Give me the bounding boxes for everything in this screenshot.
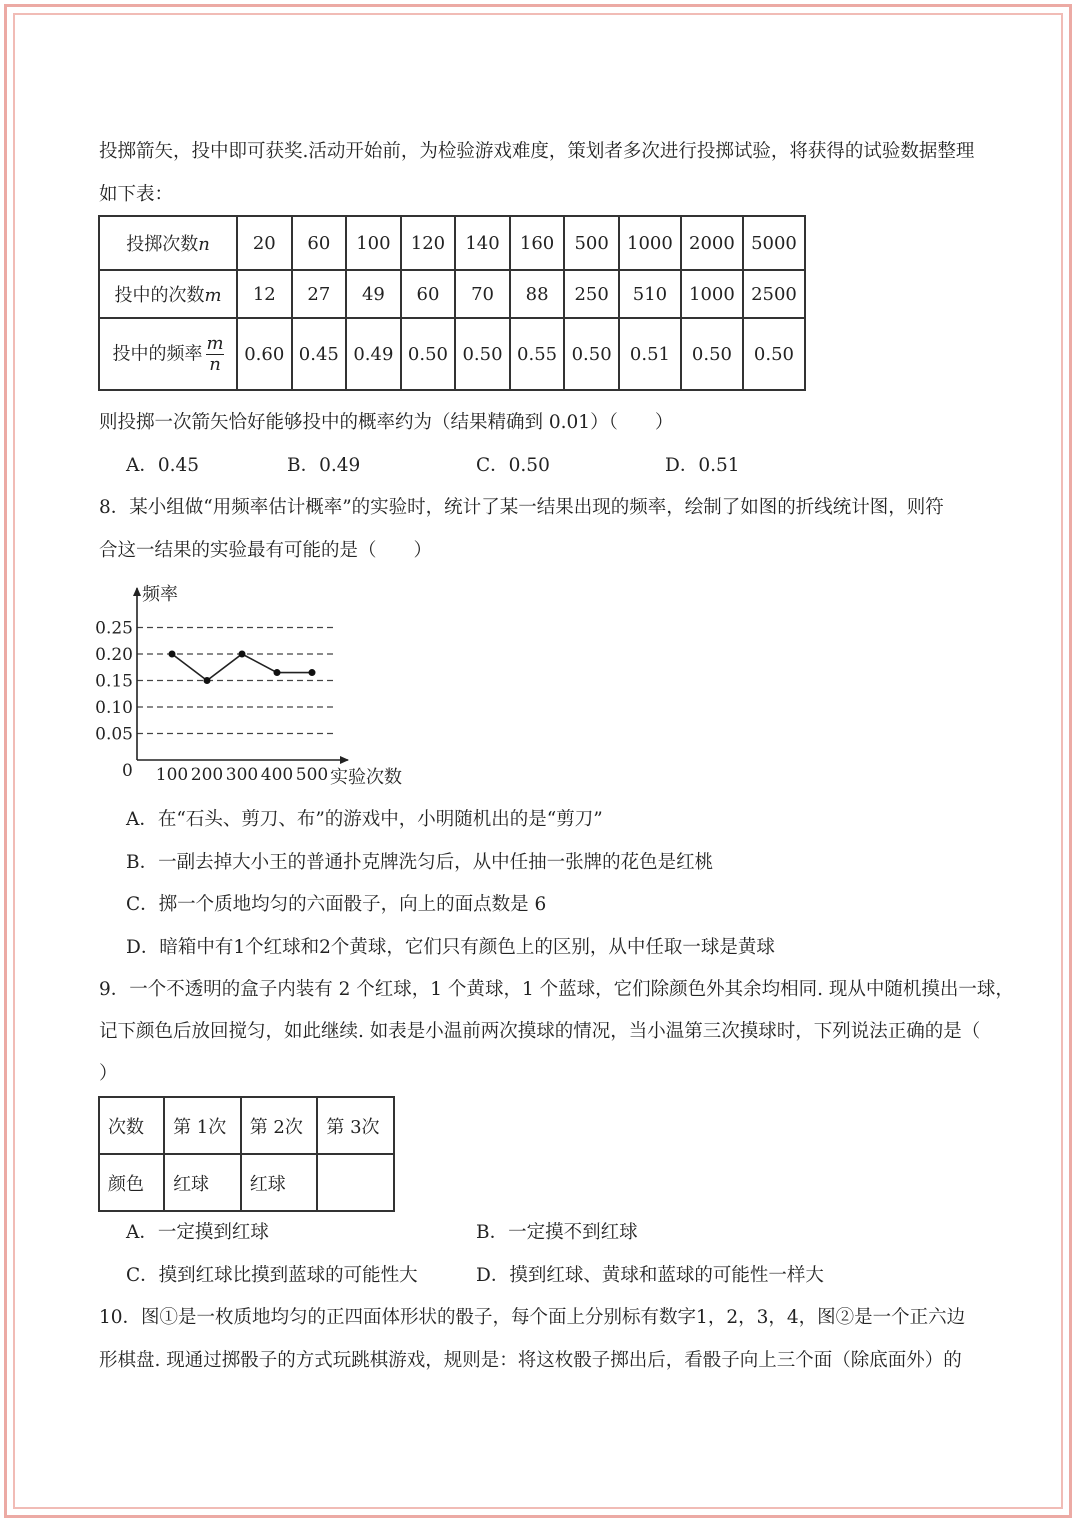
table-cell: 0.60 (237, 318, 292, 390)
table-cell: 27 (292, 270, 347, 318)
q8-option-a: A．在“石头、剪刀、布”的游戏中，小明随机出的是“剪刀” (126, 809, 603, 830)
data-point (309, 669, 316, 676)
y-tick-label: 0.05 (95, 724, 133, 745)
data-point (274, 669, 281, 676)
q9-option-d: D．摸到红球、黄球和蓝球的可能性一样大 (476, 1265, 824, 1286)
table-cell: 140 (455, 216, 510, 270)
q7-option-b: B．0.49 (287, 455, 361, 476)
table-cell: 1000 (681, 270, 743, 318)
x-tick-label: 100 (155, 765, 189, 785)
q7-question: 则投掷一次箭矢恰好能够投中的概率约为（结果精确到 0.01）（ ） (99, 412, 674, 433)
table-cell: 红球 (164, 1154, 241, 1211)
x-tick-label: 300 (225, 765, 259, 785)
q8-option-b: B．一副去掉大小王的普通扑克牌洗匀后，从中任抽一张牌的花色是红桃 (126, 852, 714, 873)
y-tick-label: 0.20 (95, 645, 133, 665)
y-axis-label: 频率 (142, 584, 178, 605)
q8-stem-line2: 合这一结果的实验最有可能的是（ ） (99, 540, 433, 561)
q8-option-c: C．掷一个质地均匀的六面骰子，向上的面点数是 6 (126, 894, 547, 915)
q9-stem-line3: ） (99, 1063, 118, 1084)
data-point (239, 651, 246, 658)
table-cell: 0.45 (292, 318, 347, 390)
q7-row-hits-label: 投中的次数m (99, 270, 237, 318)
q9-option-b: B．一定摸不到红球 (476, 1222, 638, 1243)
table-cell: 红球 (241, 1154, 318, 1211)
table-cell: 20 (237, 216, 292, 270)
table-cell: 49 (346, 270, 401, 318)
table-cell: 12 (237, 270, 292, 318)
table-cell: 0.50 (743, 318, 805, 390)
q9-stem-line1: 9．一个不透明的盒子内装有 2 个红球，1 个黄球，1 个蓝球，它们除颜色外其余均相同. 现从中随机摸出一球， (99, 979, 1014, 1000)
q7-row-frequency (99, 318, 805, 390)
q7-row-throws (99, 216, 805, 270)
q9-stem-line2: 记下颜色后放回搅匀，如此继续. 如表是小温前两次摸球的情况，当小温第三次摸球时，下列说法正确的是（ (99, 1021, 981, 1042)
table-cell: 0.55 (510, 318, 565, 390)
q8-option-d: D．暗箱中有1个红球和2个黄球，它们只有颜色上的区别，从中任取一球是黄球 (126, 937, 775, 958)
table-cell: 250 (564, 270, 619, 318)
q9-option-a: A．一定摸到红球 (126, 1222, 269, 1243)
frequency-line-chart (90, 580, 420, 795)
table-cell: 2000 (681, 216, 743, 270)
table-cell: 88 (510, 270, 565, 318)
table-cell: 次数 (99, 1097, 164, 1154)
table-cell: 0.51 (619, 318, 681, 390)
fraction-m-over-n: $\frac{m}{n}$ (206, 332, 224, 375)
y-tick-label: 0.25 (95, 618, 133, 639)
y-tick-label: 0.10 (95, 698, 133, 718)
q7-intro-line2: 如下表： (99, 184, 174, 205)
table-cell: 510 (619, 270, 681, 318)
data-point (169, 651, 176, 658)
table-cell: 500 (564, 216, 619, 270)
q9-table-header-row (99, 1097, 394, 1154)
table-cell: 0.50 (564, 318, 619, 390)
table-cell: 70 (455, 270, 510, 318)
table-cell: 0.50 (681, 318, 743, 390)
q7-data-table (98, 215, 806, 391)
q10-stem-line1: 10．图①是一枚质地均匀的正四面体形状的骰子，每个面上分别标有数字1，2，3，4，图②是一个正六边 (99, 1307, 966, 1328)
x-tick-label: 200 (190, 765, 224, 785)
q7-row-throws-label: 投掷次数n (99, 216, 237, 270)
x-tick-label: 500 (295, 765, 329, 785)
table-cell: 100 (346, 216, 401, 270)
table-cell: 1000 (619, 216, 681, 270)
table-cell: 第 3次 (317, 1097, 394, 1154)
table-cell: 0.50 (455, 318, 510, 390)
q9-option-c: C．摸到红球比摸到蓝球的可能性大 (126, 1265, 418, 1286)
origin-label: 0 (122, 761, 133, 781)
table-cell: 60 (292, 216, 347, 270)
q7-row-frequency-label: 投中的频率 $\frac{m}{n}$ (99, 318, 237, 390)
table-cell: 第 2次 (241, 1097, 318, 1154)
table-cell: 2500 (743, 270, 805, 318)
q7-option-a: A．0.45 (126, 455, 200, 476)
q9-table-color-row (99, 1154, 394, 1211)
table-cell: 颜色 (99, 1154, 164, 1211)
table-cell: 第 1次 (164, 1097, 241, 1154)
x-tick-label: 400 (260, 765, 294, 785)
table-cell: 160 (510, 216, 565, 270)
table-cell: 60 (401, 270, 456, 318)
q8-stem-line1: 8．某小组做“用频率估计概率”的实验时，统计了某一结果出现的频率，绘制了如图的折线统计图，则符 (99, 497, 944, 518)
table-cell: 5000 (743, 216, 805, 270)
table-cell (317, 1154, 394, 1211)
data-point (204, 677, 211, 684)
q7-intro-line1: 投掷箭矢，投中即可获奖.活动开始前，为检验游戏难度，策划者多次进行投掷试验，将获得的试验数据整理 (99, 141, 975, 162)
series-line (172, 654, 312, 681)
q7-row-hits (99, 270, 805, 318)
y-tick-label: 0.15 (95, 671, 133, 692)
x-axis-label: 实验次数 (330, 767, 402, 788)
table-cell: 0.49 (346, 318, 401, 390)
table-cell: 120 (401, 216, 456, 270)
q7-option-d: D．0.51 (665, 455, 740, 476)
table-cell: 0.50 (401, 318, 456, 390)
q9-draw-table (98, 1096, 395, 1212)
q7-option-c: C．0.50 (476, 455, 550, 476)
q10-stem-line2: 形棋盘. 现通过掷骰子的方式玩跳棋游戏，规则是：将这枚骰子掷出后，看骰子向上三个面（除底面外）的 (99, 1350, 962, 1371)
